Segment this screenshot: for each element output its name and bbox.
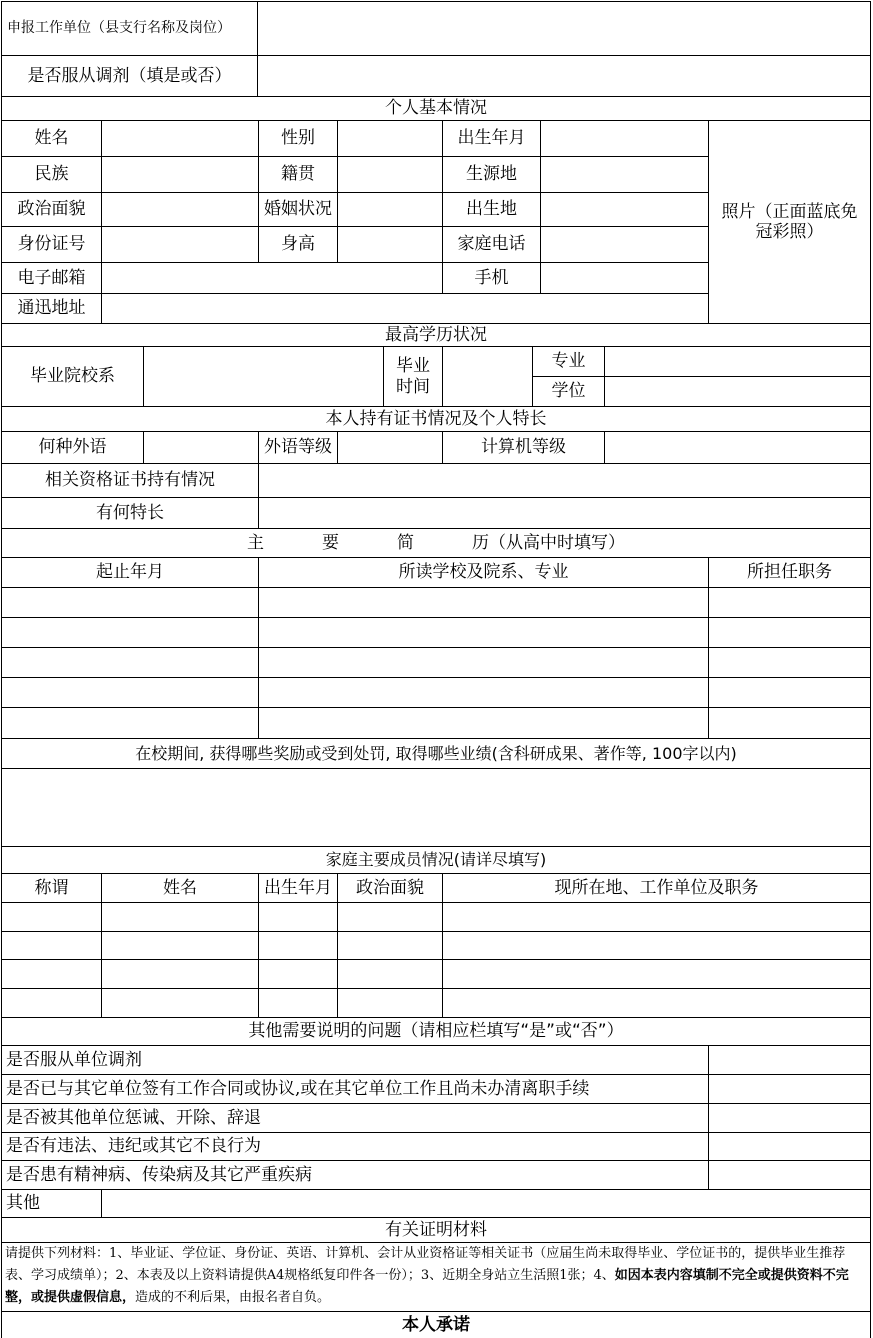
marital-input[interactable]: [337, 192, 443, 227]
grad-time-input[interactable]: [442, 346, 533, 407]
family-row-1-relation[interactable]: [1, 902, 102, 932]
resume-title-char-3: 简: [397, 532, 414, 553]
resume-row-5-school[interactable]: [258, 707, 709, 739]
resume-row-4-position[interactable]: [708, 677, 871, 708]
political-input[interactable]: [101, 192, 259, 227]
family-row-3-birth[interactable]: [258, 959, 338, 989]
major-label: 专业: [532, 346, 605, 377]
family-col-relation: 称谓: [1, 873, 102, 903]
family-row-4-work[interactable]: [442, 988, 871, 1018]
resume-row-4-period[interactable]: [1, 677, 259, 708]
basic-title: 个人基本情况: [1, 96, 871, 121]
resume-title-char-2: 要: [322, 532, 339, 553]
resume-row-2-position[interactable]: [708, 617, 871, 648]
other-q6-input[interactable]: [101, 1189, 871, 1218]
family-row-4-relation[interactable]: [1, 988, 102, 1018]
photo-box[interactable]: 照片（正面蓝底免冠彩照）: [708, 120, 871, 324]
home-phone-input[interactable]: [540, 226, 709, 263]
resume-row-2-school[interactable]: [258, 617, 709, 648]
other-q3-input[interactable]: [708, 1103, 871, 1133]
name-label: 姓名: [1, 120, 102, 157]
awards-title: 在校期间, 获得哪些奖励或受到处罚, 取得哪些业绩(含科研成果、著作等, 100字以内): [1, 738, 871, 769]
gender-input[interactable]: [337, 120, 443, 157]
computer-level-input[interactable]: [604, 431, 871, 464]
education-title: 最高学历状况: [1, 323, 871, 347]
name-input[interactable]: [101, 120, 259, 157]
language-input[interactable]: [143, 431, 259, 464]
family-col-birth: 出生年月: [258, 873, 338, 903]
origin-label: 生源地: [442, 156, 541, 193]
family-col-name: 姓名: [101, 873, 259, 903]
proof-title: 有关证明材料: [1, 1217, 871, 1243]
family-row-1-political[interactable]: [337, 902, 443, 932]
school-label: 毕业院校系: [1, 346, 144, 407]
birthplace-label: 出生地: [442, 192, 541, 227]
major-input[interactable]: [604, 346, 871, 377]
other-q5-input[interactable]: [708, 1160, 871, 1190]
mobile-label: 手机: [442, 262, 541, 294]
resume-row-3-period[interactable]: [1, 647, 259, 678]
marital-label: 婚姻状况: [258, 192, 338, 227]
family-row-4-political[interactable]: [337, 988, 443, 1018]
birthplace-input[interactable]: [540, 192, 709, 227]
home-phone-label: 家庭电话: [442, 226, 541, 263]
id-number-input[interactable]: [101, 226, 259, 263]
family-row-1-name[interactable]: [101, 902, 259, 932]
resume-col-period: 起止年月: [1, 557, 259, 588]
grad-time-label: 毕业时间: [383, 346, 443, 407]
height-label: 身高: [258, 226, 338, 263]
other-q2-label: 是否已与其它单位签有工作合同或协议,或在其它单位工作且尚未办清离职手续: [1, 1074, 709, 1104]
native-place-label: 籍贯: [258, 156, 338, 193]
family-title: 家庭主要成员情况(请详尽填写): [1, 846, 871, 874]
proof-text-a: 请提供下列材料：1、毕业证、学位证、身份证、英语、计算机、会计从业资格证等相关证书（应届生尚未取得毕业、学位证书的，提供毕业生推荐表、学习成绩单）；2、本表及以上资料请提供A4规格纸复印件各一份）；3、近期全身站立生活照1张；4、: [5, 1246, 846, 1283]
resume-title-char-4: 历: [472, 532, 489, 553]
family-row-1-birth[interactable]: [258, 902, 338, 932]
political-label: 政治面貌: [1, 192, 102, 227]
other-q4-label: 是否有违法、违纪或其它不良行为: [1, 1132, 709, 1161]
family-col-work: 现所在地、工作单位及职务: [442, 873, 871, 903]
family-row-1-work[interactable]: [442, 902, 871, 932]
obey-input[interactable]: [257, 55, 871, 97]
other-q4-input[interactable]: [708, 1132, 871, 1161]
computer-level-label: 计算机等级: [442, 431, 605, 464]
language-level-label: 外语等级: [258, 431, 338, 464]
id-number-label: 身份证号: [1, 226, 102, 263]
family-row-3-name[interactable]: [101, 959, 259, 989]
qualifications-label: 相关资格证书持有情况: [1, 463, 259, 498]
family-row-2-relation[interactable]: [1, 931, 102, 960]
unit-label: 申报工作单位（县支行名称及岗位）: [1, 1, 258, 56]
family-row-2-political[interactable]: [337, 931, 443, 960]
gender-label: 性别: [258, 120, 338, 157]
resume-title-note: （从高中时填写）: [489, 532, 625, 553]
address-input[interactable]: [101, 293, 709, 324]
mobile-input[interactable]: [540, 262, 709, 294]
family-row-2-name[interactable]: [101, 931, 259, 960]
family-row-4-name[interactable]: [101, 988, 259, 1018]
other-q1-input[interactable]: [708, 1045, 871, 1075]
specialty-label: 有何特长: [1, 497, 259, 529]
proof-text-bold: 如因本表内容填制不完全或提供资料不完整，或提供虚假信息，: [5, 1268, 849, 1305]
birth-label: 出生年月: [442, 120, 541, 157]
resume-col-position: 所担任职务: [708, 557, 871, 588]
other-q5-label: 是否患有精神病、传染病及其它严重疾病: [1, 1160, 709, 1190]
other-q2-input[interactable]: [708, 1074, 871, 1104]
resume-row-1-position[interactable]: [708, 587, 871, 618]
certs-title: 本人持有证书情况及个人特长: [1, 406, 871, 432]
family-row-3-relation[interactable]: [1, 959, 102, 989]
birth-input[interactable]: [540, 120, 709, 157]
resume-col-school: 所读学校及院系、专业: [258, 557, 709, 588]
resume-row-1-school[interactable]: [258, 587, 709, 618]
language-level-input[interactable]: [337, 431, 443, 464]
family-row-4-birth[interactable]: [258, 988, 338, 1018]
email-label: 电子邮箱: [1, 262, 102, 294]
height-input[interactable]: [337, 226, 443, 263]
specialty-input[interactable]: [258, 497, 871, 529]
pledge-title: 本人承诺: [1, 1311, 871, 1338]
degree-label: 学位: [532, 376, 605, 407]
language-label: 何种外语: [1, 431, 144, 464]
family-row-2-work[interactable]: [442, 931, 871, 960]
email-input[interactable]: [101, 262, 443, 294]
proof-text-b: 造成的不利后果，由报名者自负。: [135, 1290, 331, 1305]
other-q1-label: 是否服从单位调剂: [1, 1045, 709, 1075]
degree-input[interactable]: [604, 376, 871, 407]
family-col-political: 政治面貌: [337, 873, 443, 903]
resume-row-5-position[interactable]: [708, 707, 871, 739]
resume-row-2-period[interactable]: [1, 617, 259, 648]
resume-row-5-period[interactable]: [1, 707, 259, 739]
resume-row-1-period[interactable]: [1, 587, 259, 618]
other-title: 其他需要说明的问题（请相应栏填写“是”或“否”）: [1, 1017, 871, 1046]
resume-row-4-school[interactable]: [258, 677, 709, 708]
family-row-3-work[interactable]: [442, 959, 871, 989]
resume-row-3-position[interactable]: [708, 647, 871, 678]
school-input[interactable]: [143, 346, 384, 407]
proof-notice: [1, 1242, 871, 1312]
resume-row-3-school[interactable]: [258, 647, 709, 678]
native-place-input[interactable]: [337, 156, 443, 193]
ethnicity-label: 民族: [1, 156, 102, 193]
obey-label: 是否服从调剂（填是或否）: [1, 55, 258, 97]
family-row-3-political[interactable]: [337, 959, 443, 989]
other-q3-label: 是否被其他单位惩诫、开除、辞退: [1, 1103, 709, 1133]
ethnicity-input[interactable]: [101, 156, 259, 193]
application-form: [1, 1, 871, 1338]
resume-title: [1, 528, 871, 558]
qualifications-input[interactable]: [258, 463, 871, 498]
resume-title-char-1: 主: [247, 532, 264, 553]
awards-input[interactable]: [1, 768, 871, 847]
family-row-2-birth[interactable]: [258, 931, 338, 960]
origin-input[interactable]: [540, 156, 709, 193]
unit-input[interactable]: [257, 1, 871, 56]
other-q6-label: 其他: [1, 1189, 102, 1218]
address-label: 通迅地址: [1, 293, 102, 324]
